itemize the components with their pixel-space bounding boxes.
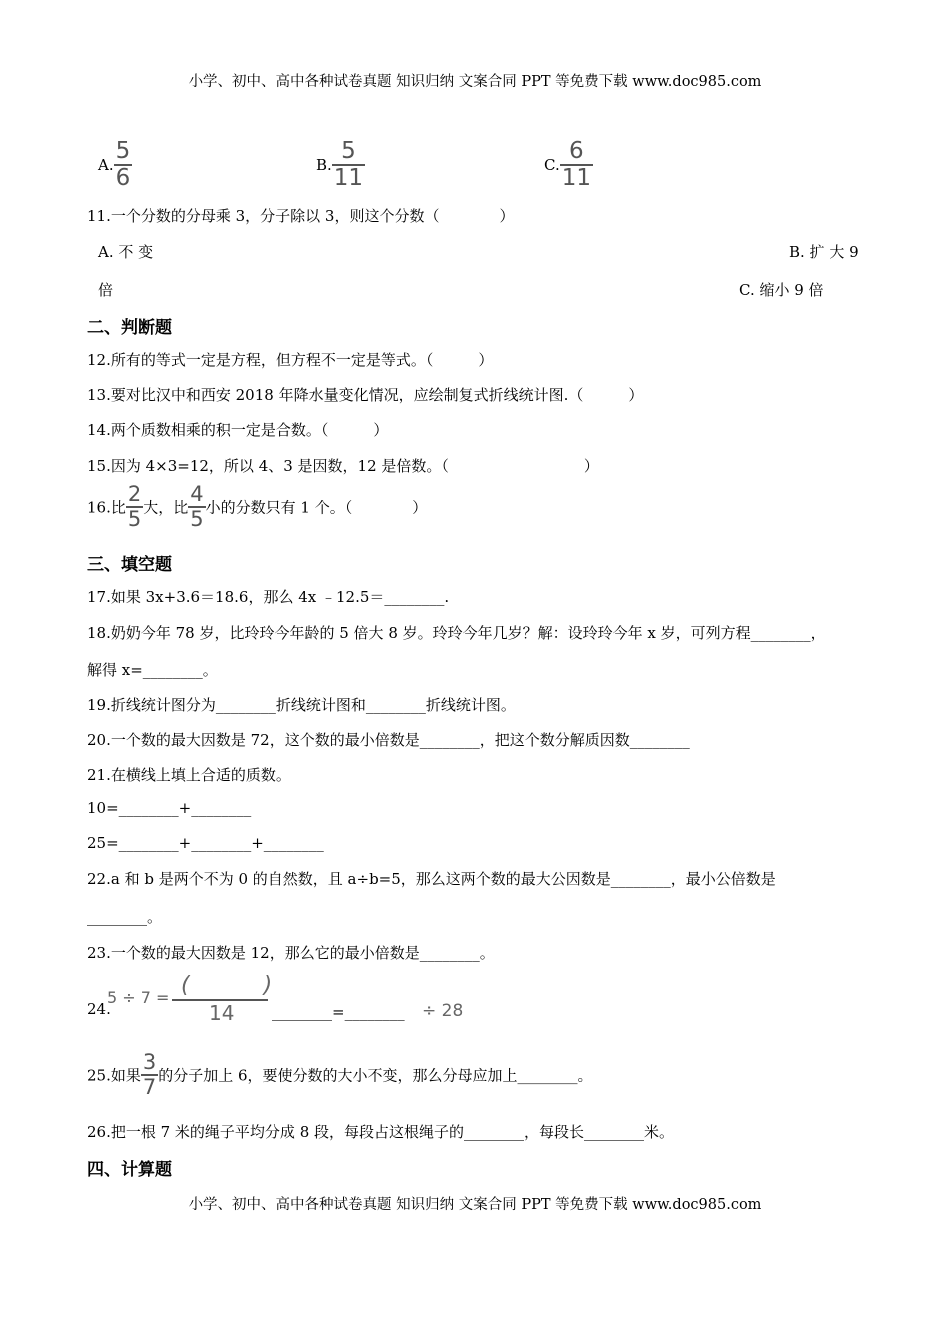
q16-prefix: 16.比 [87,498,126,517]
q10-option-b [316,140,365,190]
q10-option-a-fraction [114,140,133,190]
q25-suffix: 的分子加上 6，要使分数的大小不变，那么分母应加上________。 [158,1066,593,1085]
q10-option-c-fraction [560,140,593,190]
fraction-numerator: 4 [190,482,204,506]
q11-option-c: C. 缩小 9 倍 [739,281,824,299]
fraction-numerator: 2 [127,482,142,506]
q11-option-b: B. 扩 大 9 [789,243,859,261]
question-11: 11.一个分数的分母乘 3，分子除以 3，则这个分数（ ） [87,207,515,225]
q25-prefix: 25.如果 [87,1066,141,1085]
fraction-denominator: 5 [127,507,142,531]
section-title-judge: 二、判断题 [87,318,172,338]
q10-option-a-label: A. [98,156,114,174]
fraction-numerator: 3 [142,1050,157,1074]
q16-suffix: 小的分数只有 1 个。（ ） [205,498,428,517]
fraction-denominator: 6 [115,165,131,191]
question-18-line-2: 解得 x=________。 [87,661,218,679]
q11-option-b-continued: 倍 [98,281,114,299]
fraction-denominator: 11 [333,165,364,191]
q24-blanks: ________=________ [272,1003,405,1021]
page-footer: 小学、初中、高中各种试卷真题 知识归纳 文案合同 PPT 等免费下载 www.doc985.com [188,1197,762,1213]
fraction-denominator: 7 [142,1075,157,1099]
question-13: 13.要对比汉中和西安 2018 年降水量变化情况，应绘制复式折线统计图.（ ） [87,386,644,404]
question-20: 20.一个数的最大因数是 72，这个数的最小倍数是________，把这个数分解质因数________ [87,731,690,749]
q16-fraction-2 [188,484,205,530]
question-14: 14.两个质数相乘的积一定是合数。（ ） [87,421,389,439]
question-19: 19.折线统计图分为________折线统计图和________折线统计图。 [87,696,516,714]
question-21-b: 25=________+________+________ [87,834,324,852]
question-22-line-2: ________。 [87,908,163,926]
q24-expression: 5 ÷ 7 = [107,988,170,1007]
q10-option-b-fraction [332,140,365,190]
q10-option-b-label: B. [316,156,332,174]
question-26: 26.把一根 7 米的绳子平均分成 8 段，每段占这根绳子的________，每段长________米。 [87,1123,675,1141]
section-title-calc: 四、计算题 [87,1160,172,1180]
page-header: 小学、初中、高中各种试卷真题 知识归纳 文案合同 PPT 等免费下载 www.doc985.com [188,74,762,90]
question-18-line-1: 18.奶奶今年 78 岁，比玲玲今年龄的 5 倍大 8 岁。玲玲今年几岁？解：设玲玲今年 x 岁，可列方程________， [87,624,826,642]
question-16 [87,484,427,530]
q24-tail: ÷ 28 [422,1001,464,1021]
q25-fraction [141,1052,158,1098]
question-24-number: 24. [87,1000,111,1018]
question-23: 23.一个数的最大因数是 12，那么它的最小倍数是________。 [87,944,495,962]
fraction-denominator: 11 [561,165,591,191]
question-17: 17.如果 3x+3.6＝18.6，那么 4x ﹣12.5＝________. [87,588,450,606]
q10-option-c [544,140,593,190]
q11-option-a: A. 不 变 [98,243,154,261]
question-21: 21.在横线上填上合适的质数。 [87,766,291,784]
section-title-fill: 三、填空题 [87,555,172,575]
q16-fraction-1 [126,484,143,530]
q24-fraction-top: ( ) [181,973,275,998]
fraction-numerator: 6 [569,138,584,164]
fraction-denominator: 5 [190,507,204,531]
q10-option-c-label: C. [544,156,560,174]
fraction-numerator: 5 [341,138,356,164]
question-12: 12.所有的等式一定是方程，但方程不一定是等式。（ ） [87,351,494,369]
q16-middle: 大，比 [143,498,189,517]
q10-option-a [98,140,132,190]
question-22-line-1: 22.a 和 b 是两个不为 0 的自然数，且 a÷b=5，那么这两个数的最大公因数是________，最小公倍数是 [87,870,776,888]
q24-fraction-bottom: 14 [209,1001,235,1025]
fraction-numerator: 5 [115,138,131,164]
question-15: 15.因为 4×3=12，所以 4、3 是因数，12 是倍数。（ ） [87,457,599,475]
question-25 [87,1052,593,1098]
question-21-a: 10=________+________ [87,799,252,817]
